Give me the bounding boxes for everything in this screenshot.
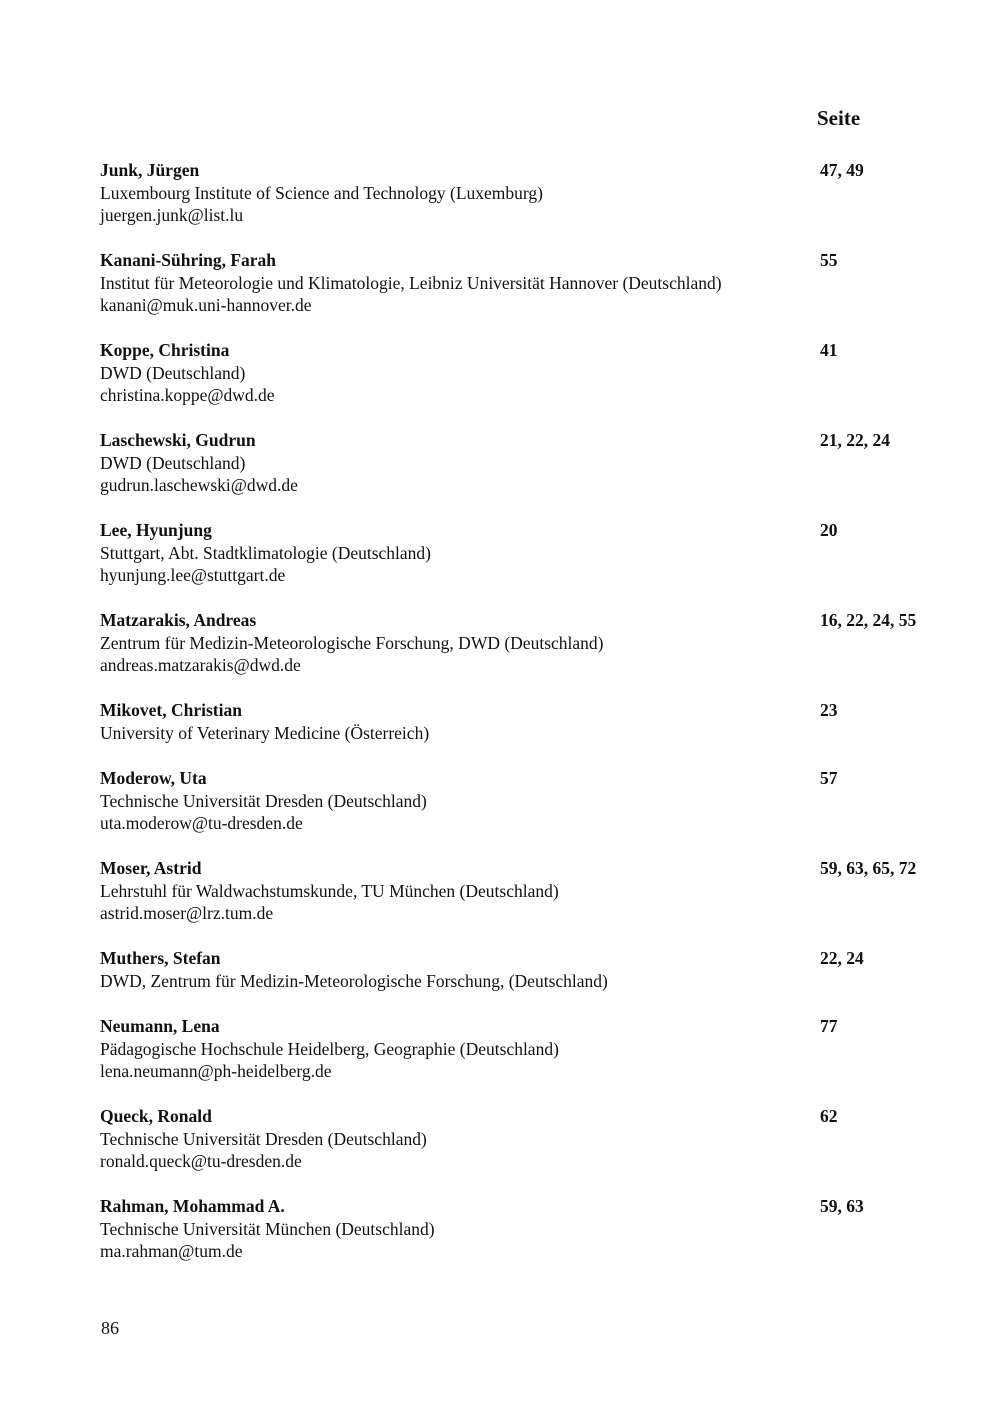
page-references: 62: [820, 1106, 838, 1126]
author-affiliation: DWD (Deutschland): [100, 452, 246, 473]
author-email: ronald.queck@tu-dresden.de: [100, 1151, 302, 1171]
author-email: gudrun.laschewski@dwd.de: [100, 475, 298, 495]
page-references: 57: [820, 768, 838, 788]
author-entry: [100, 857, 940, 925]
page-references: 47, 49: [820, 160, 864, 180]
author-name: Mikovet, Christian: [100, 700, 242, 720]
author-entry: [100, 947, 940, 992]
author-affiliation: Institut für Meteorologie und Klimatologie, Leibniz Universität Hannover (Deutschland): [100, 272, 722, 293]
author-email: hyunjung.lee@stuttgart.de: [100, 565, 286, 585]
author-entry: [100, 1015, 940, 1083]
author-name: Rahman, Mohammad A.: [100, 1196, 285, 1216]
author-affiliation: Lehrstuhl für Waldwachstumskunde, TU München (Deutschland): [100, 880, 559, 901]
author-name: Queck, Ronald: [100, 1106, 212, 1126]
page-references: 20: [820, 520, 838, 540]
author-email: juergen.junk@list.lu: [100, 205, 244, 225]
author-affiliation: Technische Universität Dresden (Deutschland): [100, 1128, 427, 1149]
author-name: Lee, Hyunjung: [100, 520, 212, 540]
author-name: Kanani-Sühring, Farah: [100, 250, 277, 270]
author-affiliation: University of Veterinary Medicine (Österreich): [100, 722, 430, 743]
page-references: 59, 63, 65, 72: [820, 858, 917, 878]
page-references: 22, 24: [820, 948, 864, 968]
author-affiliation: Luxembourg Institute of Science and Technology (Luxemburg): [100, 182, 543, 203]
author-affiliation: Pädagogische Hochschule Heidelberg, Geographie (Deutschland): [100, 1038, 559, 1059]
page-references: 77: [820, 1016, 838, 1036]
author-entry: [100, 159, 940, 227]
author-affiliation: DWD (Deutschland): [100, 362, 246, 383]
author-entry: [100, 249, 940, 317]
author-entry: [100, 609, 940, 677]
pages-column-header: Seite: [817, 106, 861, 130]
author-entry: [100, 429, 940, 497]
author-name: Koppe, Christina: [100, 340, 230, 360]
author-entry: [100, 1105, 940, 1173]
author-affiliation: Technische Universität München (Deutschland): [100, 1218, 435, 1239]
page-references: 41: [820, 340, 838, 360]
page-references: 59, 63: [820, 1196, 864, 1216]
author-entry: [100, 519, 940, 587]
page-references: 23: [820, 700, 838, 720]
author-entry: [100, 699, 940, 744]
author-email: uta.moderow@tu-dresden.de: [100, 813, 303, 833]
author-email: andreas.matzarakis@dwd.de: [100, 655, 301, 675]
author-email: astrid.moser@lrz.tum.de: [100, 903, 274, 923]
author-entry: [100, 767, 940, 835]
author-affiliation: Zentrum für Medizin-Meteorologische Forschung, DWD (Deutschland): [100, 632, 604, 653]
author-name: Moser, Astrid: [100, 858, 202, 878]
author-email: ma.rahman@tum.de: [100, 1241, 243, 1261]
page-references: 16, 22, 24, 55: [820, 610, 917, 630]
author-entry: [100, 1195, 940, 1263]
author-affiliation: DWD, Zentrum für Medizin-Meteorologische Forschung, (Deutschland): [100, 970, 608, 991]
author-entry: [100, 339, 940, 407]
author-name: Laschewski, Gudrun: [100, 430, 256, 450]
page-number: 86: [101, 1318, 119, 1338]
author-name: Muthers, Stefan: [100, 948, 221, 968]
author-name: Neumann, Lena: [100, 1016, 220, 1036]
page-references: 55: [820, 250, 838, 270]
author-affiliation: Technische Universität Dresden (Deutschland): [100, 790, 427, 811]
author-email: kanani@muk.uni-hannover.de: [100, 295, 312, 315]
author-name: Junk, Jürgen: [100, 160, 200, 180]
author-name: Matzarakis, Andreas: [100, 610, 257, 630]
author-email: christina.koppe@dwd.de: [100, 385, 275, 405]
page-references: 21, 22, 24: [820, 430, 890, 450]
author-name: Moderow, Uta: [100, 768, 207, 788]
author-affiliation: Stuttgart, Abt. Stadtklimatologie (Deutschland): [100, 542, 431, 563]
author-email: lena.neumann@ph-heidelberg.de: [100, 1061, 332, 1081]
